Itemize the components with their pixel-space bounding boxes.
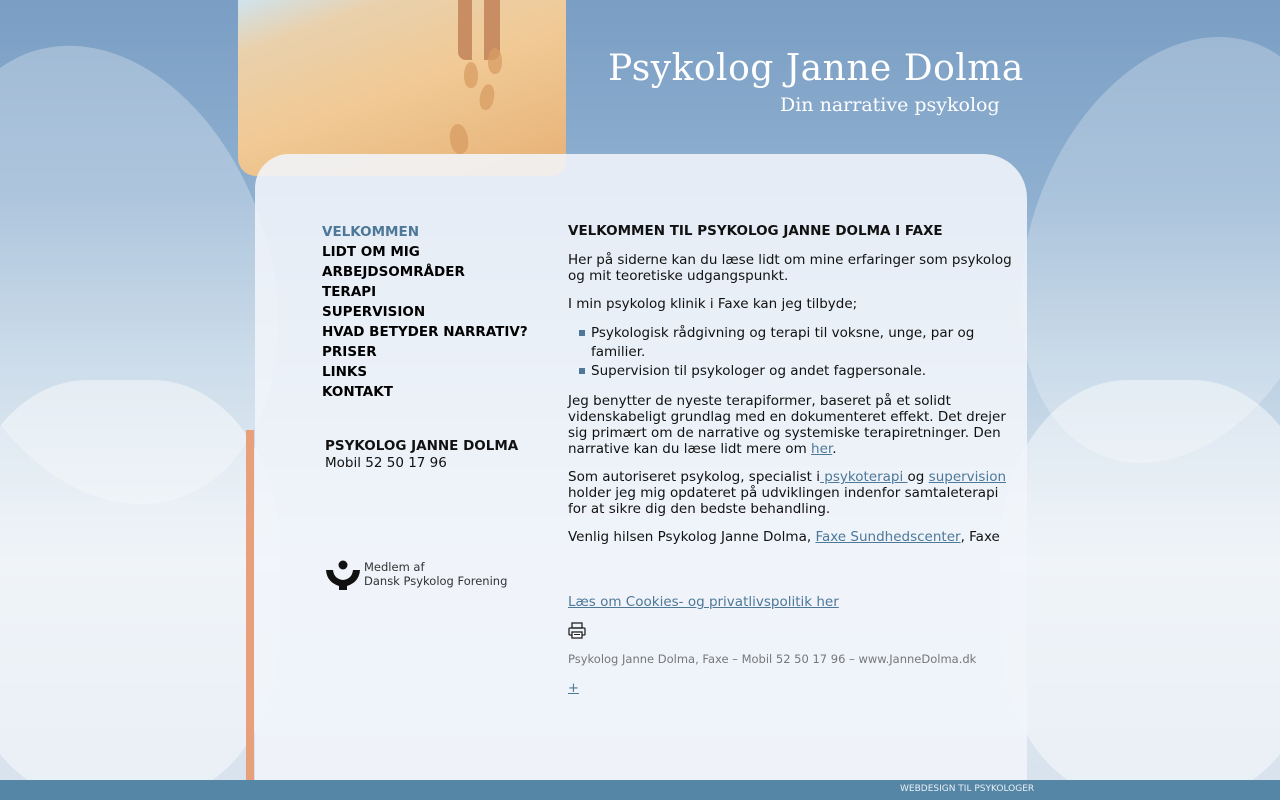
dpf-logo-icon	[325, 560, 361, 590]
specialist-text-a: Som autoriseret psykolog, specialist i	[568, 469, 821, 485]
supervision-link[interactable]: supervision	[928, 469, 1007, 485]
membership-line1: Medlem af	[364, 560, 425, 574]
printer-icon[interactable]	[568, 622, 586, 639]
nav-item-lidt-om-mig[interactable]: LIDT OM MIG	[322, 244, 420, 260]
narrative-link[interactable]: her	[811, 441, 833, 457]
list-item: Supervision til psykologer og andet fagpersonale.	[568, 362, 1013, 381]
page-heading: VELKOMMEN TIL PSYKOLOG JANNE DOLMA I FAXE	[568, 223, 943, 239]
greeting-text-a: Venlig hilsen Psykolog Janne Dolma,	[568, 529, 816, 545]
accent-stripe	[246, 430, 254, 780]
contact-name: PSYKOLOG JANNE DOLMA	[325, 438, 519, 454]
offer-lead: I min psykolog klinik i Faxe kan jeg tilbyde;	[568, 296, 858, 312]
background-cloud-left	[0, 380, 280, 800]
cookie-policy-link[interactable]: Læs om Cookies- og privatlivspolitik her	[568, 594, 839, 610]
nav-item-links[interactable]: LINKS	[322, 364, 368, 380]
bottom-bar	[0, 780, 1280, 800]
sundhedscenter-link[interactable]: Faxe Sundhedscenter	[815, 529, 961, 545]
offer-list	[568, 324, 1013, 381]
greeting-paragraph	[568, 529, 1013, 545]
webdesign-credit-link[interactable]: WEBDESIGN TIL PSYKOLOGER	[900, 784, 1035, 794]
list-item: Psykologisk rådgivning og terapi til voksne, unge, par og familier.	[568, 324, 1013, 362]
background-cloud-right	[1000, 380, 1280, 800]
main-nav	[322, 222, 528, 402]
plus-link[interactable]: +	[568, 681, 579, 696]
site-title: Psykolog Janne Dolma	[608, 48, 1024, 89]
methods-paragraph	[568, 393, 1013, 457]
intro-paragraph: Her på siderne kan du læse lidt om mine erfaringer som psykolog og mit teoretiske udgangspunkt.	[568, 252, 1012, 284]
nav-item-kontakt[interactable]: KONTAKT	[322, 384, 393, 400]
nav-item-arbejdsomraader[interactable]: ARBEJDSOMRÅDER	[322, 264, 465, 280]
header-beach-photo	[238, 0, 566, 176]
nav-item-priser[interactable]: PRISER	[322, 344, 377, 360]
main-content	[568, 222, 1013, 557]
greeting-text-b: , Faxe	[960, 529, 1000, 545]
specialist-text-b: og	[907, 469, 929, 485]
site-subtitle: Din narrative psykolog	[780, 94, 1000, 116]
footer-info: Psykolog Janne Dolma, Faxe – Mobil 52 50 17 96 – www.JanneDolma.dk	[568, 652, 977, 666]
nav-item-supervision[interactable]: SUPERVISION	[322, 304, 426, 320]
contact-phone: Mobil 52 50 17 96	[325, 455, 447, 471]
nav-item-velkommen[interactable]: VELKOMMEN	[322, 224, 419, 240]
membership-line2: Dansk Psykolog Forening	[364, 574, 508, 588]
nav-item-terapi[interactable]: TERAPI	[322, 284, 377, 300]
methods-text: Jeg benytter de nyeste terapiformer, baseret på et solidt videnskabeligt grundlag med en dokumenteret effekt. Det drejer sig primært om de narrative og systemiske terapiretninger. Den narrative kan du læse lidt mere om	[568, 393, 1006, 457]
specialist-paragraph	[568, 469, 1013, 517]
specialist-text-c: holder jeg mig opdateret på udviklingen indenfor samtaleterapi for at sikre dig den bedste behandling.	[568, 485, 999, 517]
nav-item-narrativ[interactable]: HVAD BETYDER NARRATIV?	[322, 324, 528, 340]
methods-end: .	[832, 441, 837, 457]
psykoterapi-link[interactable]: psykoterapi	[820, 469, 908, 485]
membership-text	[364, 560, 507, 588]
